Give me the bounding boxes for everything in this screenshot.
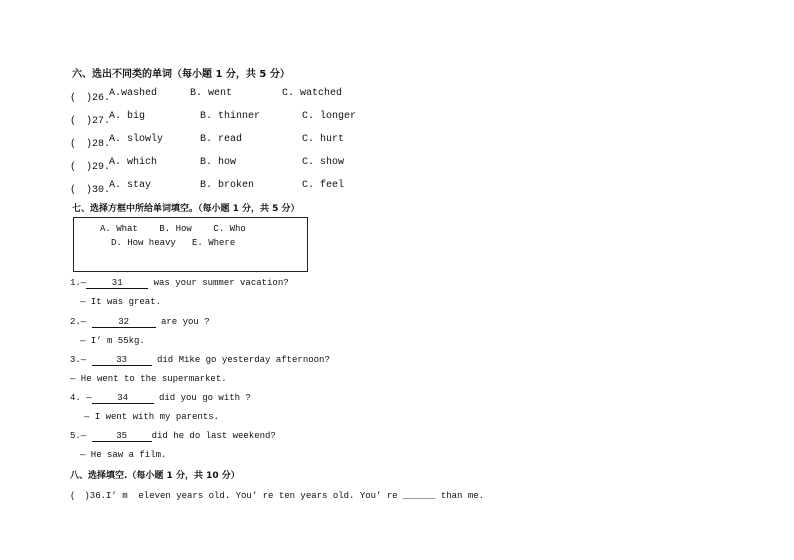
item-number: ( )30. [70,185,111,196]
option-b: B. thinner [200,111,261,122]
section-6-heading: 六、选出不同类的单词（每小题 1 分，共 5 分） [72,69,290,80]
question-suffix: did he do last weekend? [151,431,276,441]
option-c: C. show [302,157,345,168]
question-prefix: 2.— [70,317,92,327]
answer-line: — He saw a film. [80,450,167,460]
option-a: A. stay [109,180,152,191]
question-suffix: did you go with ? [153,393,251,403]
answer-blank: 32 [92,317,156,328]
item-number: ( )29. [70,162,111,173]
question-line [70,317,210,328]
section-8-heading: 八、选择填空.（每小题 1 分，共 10 分） [70,471,240,481]
option-c: C. feel [302,180,345,191]
question-prefix: 4. — [70,393,92,403]
answer-blank: 31 [86,278,148,289]
option-b: B. read [200,134,243,145]
word-box-line-1: A. What B. How C. Who [100,224,246,234]
question-prefix: 3.— [70,355,92,365]
question-suffix: was your summer vacation? [148,278,289,288]
answer-blank: 35 [92,431,152,442]
word-box [73,217,308,272]
question-36: ( )36.I’ m eleven years old. You’ re ten years old. You’ re ______ than me. [70,491,485,501]
option-a: A. slowly [109,134,164,145]
answer-line: — It was great. [80,297,162,307]
option-a: A. big [109,111,146,122]
option-c: C. longer [302,111,357,122]
answer-line: — I went with my parents. [84,412,220,422]
option-c: C. hurt [302,134,345,145]
question-line [70,431,276,442]
answer-line: — I’ m 55kg. [80,336,145,346]
section-7-heading: 七、选择方框中所给单词填空。（每小题 1 分，共 5 分） [72,204,300,214]
word-box-line-2: D. How heavy E. Where [111,238,236,248]
option-a: A. which [109,157,158,168]
question-suffix: did Mike go yesterday afternoon? [151,355,330,365]
answer-line: — He went to the supermarket. [70,374,227,384]
option-b: B. how [200,157,237,168]
option-c: C. watched [282,88,343,99]
answer-blank: 34 [92,393,154,404]
option-b: B. went [190,88,233,99]
question-line [70,393,251,404]
option-b: B. broken [200,180,255,191]
answer-blank: 33 [92,355,152,366]
item-number: ( )28. [70,139,111,150]
option-a: A.washed [109,88,158,99]
question-prefix: 1.— [70,278,87,288]
item-number: ( )26. [70,93,111,104]
item-number: ( )27. [70,116,111,127]
question-prefix: 5.— [70,431,92,441]
question-line [70,355,330,366]
question-suffix: are you ? [155,317,210,327]
question-line [70,278,289,289]
